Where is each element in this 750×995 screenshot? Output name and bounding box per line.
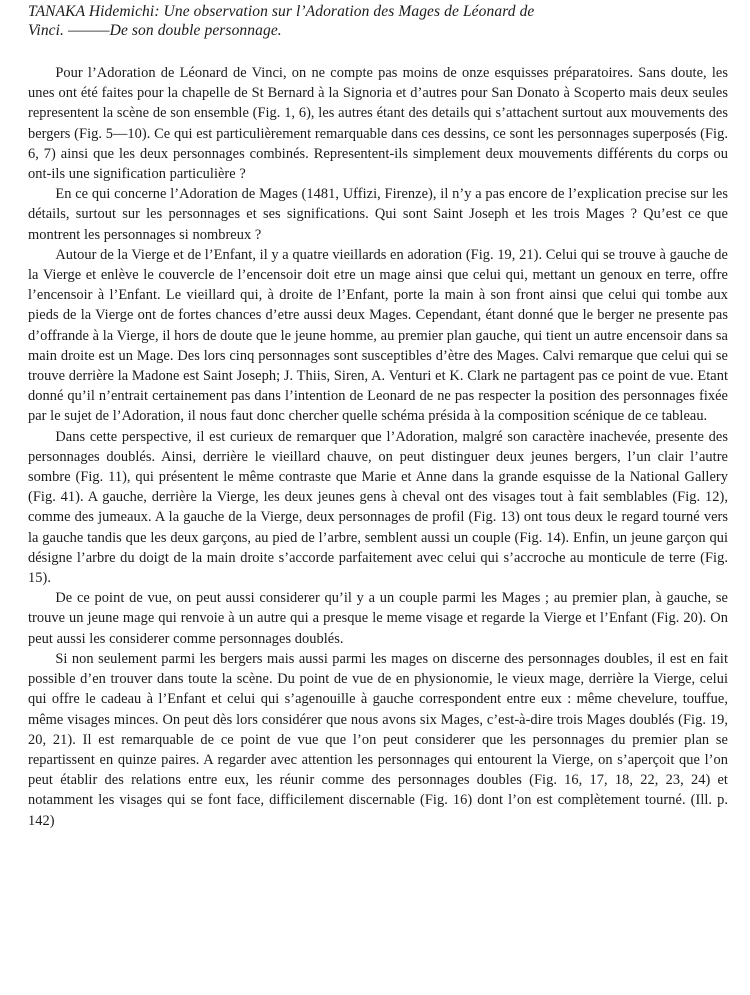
header-line-1	[28, 2, 728, 21]
article-title-line-2: Vinci. ———De son double personnage.	[28, 22, 282, 39]
article-header	[28, 2, 728, 40]
article-body	[28, 63, 728, 831]
paragraph: Si non seulement parmi les bergers mais aussi parmi les mages on discerne des personnages doubles, il est en fait possible d’en trouver dans toute la scène. Du point de vue de en physionomie, le vieux mage, derrière la Vierge, celui qui offre le cadeau à l’Enfant et celui qui s’agenouille à gauche correspondent entre eux : même chevelure, touffue, même visages minces. On peut dès lors considérer que nous avons six Mages, c’est-à-dire trois Mages doublés (Fig. 19, 20, 21). Il est remarquable de ce point de vue que l’on peut considerer que les personnages du premier plan se repartissent en quinze paires. A regarder avec attention les personnages qui entourent la Vierge, on s’aperçoit que l’on peut établir des relations entre eux, les réunir comme des personnages doubles (Fig. 16, 17, 18, 22, 23, 24) et notamment les visages qui se font face, difficilement discernable (Fig. 16) dont l’on est complètement tourné. (Ill. p. 142)	[28, 650, 728, 829]
article-title-line-1: : Une observation sur l’Adoration des Mages de Léonard de	[154, 3, 535, 20]
paragraph: Dans cette perspective, il est curieux de remarquer que l’Adoration, malgré son caractère inachevée, presente des personnages doublés. Ainsi, derrière le vieillard chauve, on peut distinguer deux jeunes bergers, l’un clair l’autre sombre (Fig. 11), qui présentent le même contraste que Marie et Anne dans la grande esquisse de la National Gallery (Fig. 41). A gauche, derrière la Vierge, les deux jeunes gens à cheval ont des visages tout à fait semblables (Fig. 12), comme des jumeaux. A la gauche de la Vierge, deux personnages de profil (Fig. 13) ont tous deux le regard tourné vers la gauche tandis que les deux garçons, au pied de l’arbre, semblent aussi un couple (Fig. 14). Enfin, un jeune garçon qui désigne l’arbre du doigt de la main droite s’accorde parfaitement avec celui qui s’accroche au monticule de terre (Fig. 15).	[28, 428, 728, 587]
author-name: TANAKA Hidemichi	[28, 3, 155, 20]
paragraph: En ce qui concerne l’Adoration de Mages (1481, Uffizi, Firenze), il n’y a pas encore de l’explication precise sur les détails, surtout sur les personnages et ses significations. Qui sont Saint Joseph et les trois Mages ? Qu’est ce que montrent les personnages si nombreux ?	[28, 186, 728, 243]
paragraph: De ce point de vue, on peut aussi considerer qu’il y a un couple parmi les Mages ; au premier plan, à gauche, se trouve un jeune mage qui renvoie à un autre qui a presque le meme visage et regarde la Vierge et l’Enfant (Fig. 20). On peut aussi les considerer comme personnages doublés.	[28, 590, 728, 647]
paragraph: Pour l’Adoration de Léonard de Vinci, on ne compte pas moins de onze esquisses préparatoires. Sans doute, les unes ont été faites pour la chapelle de St Bernard à la Signoria et d’autres pour San Donato à Scoperto mais deux seules representent la scène de son ensemble (Fig. 1, 6), les autres étant des details qui s’attachent surtout aux mouvements des bergers (Fig. 5—10). Ce qui est particulièrement remarquable dans ces dessins, ce sont les personnages superposés (Fig. 6, 7) ainsi que les deux personnages combinés. Representent-ils simplement deux mouvements différents du corps ou ont-ils une signification particulière ?	[28, 65, 728, 183]
paragraph: Autour de la Vierge et de l’Enfant, il y a quatre vieillards en adoration (Fig. 19, 21). Celui qui se trouve à gauche de la Vierge et enlève le couvercle de l’encensoir doit etre un mage ainsi que celui qui, mettant un genoux en terre, offre l’encensoir à l’Enfant. Le vieillard qui, à droite de l’Enfant, porte la main à son front ainsi que celui qui tombe aux pieds de la Vierge ont de fortes chances d’etre aussi deux Mages. Cependant, étant donné que le berger ne presente pas d’offrande à la Vierge, il hors de doute que le jeune homme, au premier plan gauche, qui tient un autre encensoir dans sa main droite est un Mage. Des lors cinq personnages sont susceptibles d’ètre des Mages. Calvi remarque que celui qui se trouve derrière la Madone est Saint Joseph; J. Thiis, Siren, A. Venturi et K. Clark ne partagent pas ce point de vue. Etant donné qu’il n’entrait certainement pas dans l’intention de Leonard de ne pas respecter la position des personnages fixée par le sujet de l’Adoration, il nous faut donc chercher quelle schéma présida à la composition scénique de ce tableau.	[28, 246, 728, 425]
